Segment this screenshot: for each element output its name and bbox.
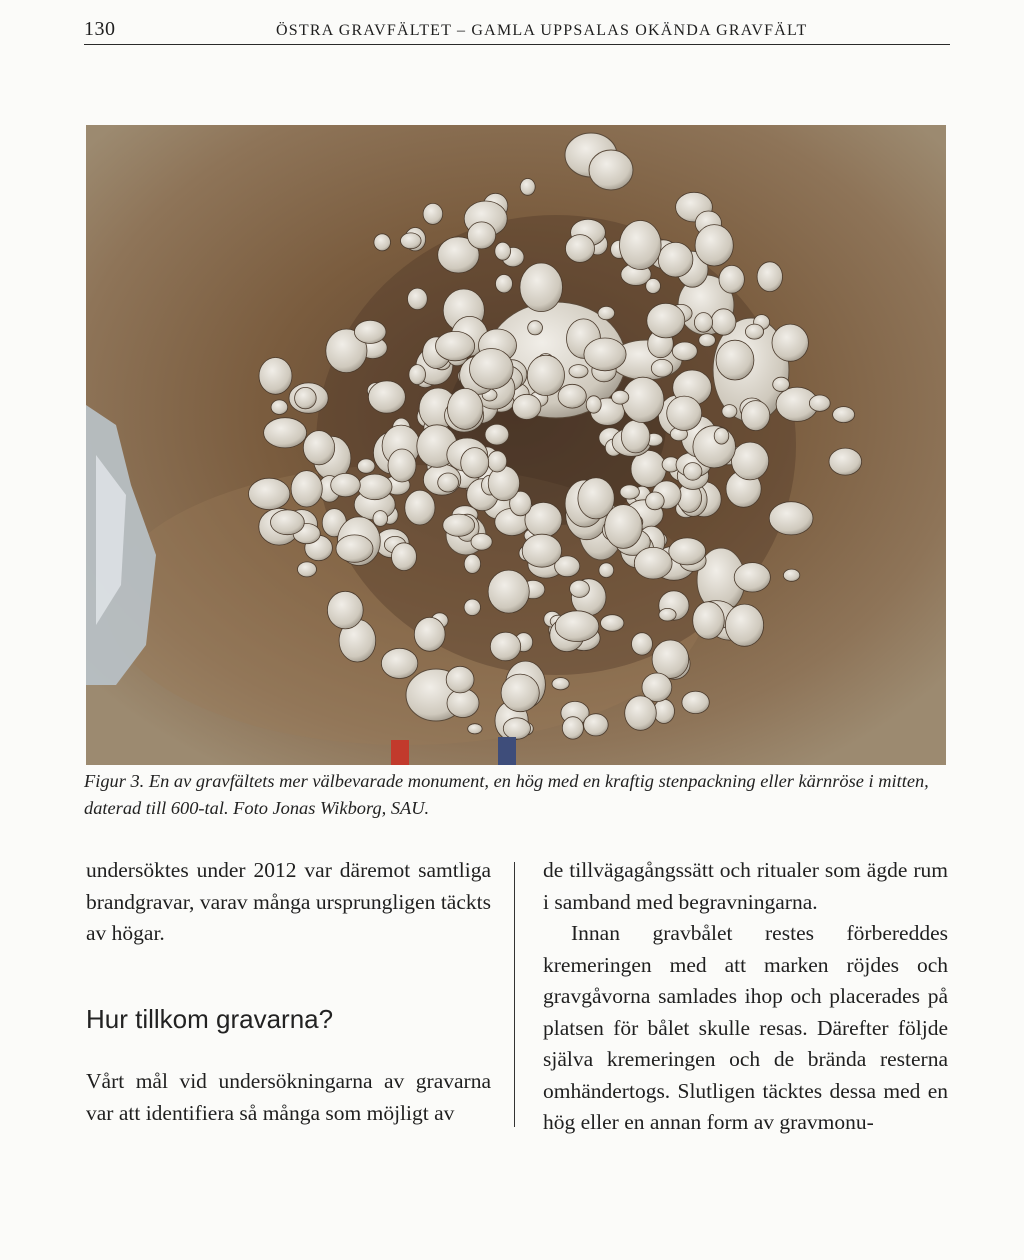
stone	[809, 395, 830, 411]
stone	[555, 611, 599, 642]
stone	[833, 407, 855, 423]
stone	[586, 396, 601, 413]
stone	[259, 358, 292, 395]
stone	[443, 514, 475, 536]
stone	[646, 492, 665, 510]
stone	[295, 387, 317, 408]
stone	[461, 448, 489, 478]
stone	[584, 714, 609, 736]
stone	[620, 221, 662, 270]
stone	[414, 617, 445, 651]
stone	[693, 602, 725, 639]
stone	[405, 490, 435, 525]
stone	[757, 262, 782, 292]
stone	[734, 563, 770, 592]
stone	[392, 543, 417, 571]
stone	[470, 349, 514, 390]
stone	[654, 699, 675, 723]
stone	[522, 534, 561, 567]
stone	[408, 288, 428, 310]
section-heading: Hur tillkom gravarna?	[86, 1004, 334, 1034]
stone	[495, 242, 511, 260]
stone	[646, 279, 661, 294]
stone	[625, 696, 657, 730]
stone	[373, 511, 388, 527]
stone	[634, 547, 672, 579]
stone	[528, 321, 543, 335]
stone	[468, 222, 496, 249]
stone	[693, 426, 736, 468]
stone	[589, 150, 633, 190]
stone	[659, 608, 676, 621]
stone	[605, 505, 643, 549]
right-column	[543, 855, 948, 1139]
stone	[327, 591, 363, 629]
left-column	[86, 855, 491, 950]
stone	[569, 365, 588, 378]
stone	[732, 442, 769, 480]
stone	[584, 338, 626, 371]
stone	[725, 604, 763, 646]
left-paragraph-1: undersöktes under 2012 var däremot samtliga brandgravar, varav många ursprungligen täckts av högar.	[86, 858, 491, 945]
stone	[711, 309, 736, 335]
stone	[501, 674, 539, 712]
stone	[558, 384, 586, 408]
stone	[667, 396, 702, 430]
stone	[388, 449, 416, 482]
stone	[520, 179, 535, 196]
stone	[612, 390, 629, 404]
page-header	[84, 14, 950, 45]
stone	[684, 463, 702, 481]
stone	[401, 233, 422, 249]
stone	[620, 485, 639, 499]
caption-line-2: daterad till 600-tal. Foto Jonas Wikborg, SAU.	[84, 798, 430, 818]
left-paragraph-2: Vårt mål vid undersökningarna av gravarna var att identifiera så många som möjligt av	[86, 1069, 491, 1125]
stone	[331, 473, 361, 496]
stone	[570, 580, 590, 597]
stone	[374, 234, 391, 251]
stone	[647, 303, 685, 338]
stone	[513, 394, 541, 419]
stone	[271, 510, 305, 535]
stone	[562, 717, 583, 739]
figure-caption	[84, 768, 950, 822]
stone	[682, 691, 709, 713]
stone	[566, 235, 595, 263]
stone	[291, 471, 322, 507]
stone	[621, 420, 650, 453]
stone	[699, 334, 716, 347]
stone	[448, 388, 483, 429]
stone	[490, 632, 520, 661]
stone	[722, 405, 737, 418]
stone	[488, 451, 507, 472]
stone	[409, 365, 426, 385]
stone	[358, 474, 392, 500]
stone	[745, 324, 763, 339]
stone	[632, 633, 653, 655]
stone	[520, 263, 563, 312]
stone	[303, 431, 334, 465]
stone	[249, 478, 290, 509]
stone	[464, 554, 480, 573]
stone	[488, 570, 529, 613]
stone	[772, 324, 808, 361]
stone	[601, 615, 624, 632]
stone	[436, 331, 475, 360]
stone	[336, 535, 373, 562]
column-divider	[514, 862, 515, 1127]
stone	[769, 502, 813, 535]
stone	[468, 724, 482, 734]
stone	[719, 265, 744, 293]
stone	[672, 342, 697, 361]
stone	[694, 313, 712, 333]
stone	[669, 538, 706, 565]
excavation-photo	[86, 125, 946, 765]
stone	[471, 534, 492, 551]
stone	[741, 401, 769, 431]
stone	[599, 563, 614, 578]
boot-right	[498, 737, 516, 765]
stone	[527, 355, 564, 395]
stone	[485, 424, 509, 445]
stone	[714, 428, 729, 444]
stone	[446, 666, 474, 693]
stone	[829, 448, 862, 475]
stone	[695, 225, 733, 266]
stone	[496, 275, 513, 293]
stone	[716, 340, 754, 380]
stone	[598, 306, 615, 319]
stone	[464, 599, 480, 615]
right-paragraph-1: de tillvägagångssätt och ritualer som ägde rum i samband med begravningarna.	[543, 858, 948, 914]
right-paragraph-2: Innan gravbålet restes förbereddes kremeringen med att marken röjdes och gravgåvorna samlades ihop och placerades på platsen för bålet skulle resas. Därefter följde själva kremeringen och de brända resterna omhändertogs. Slutligen täcktes dessa med en hög eller en annan form av gravmonu-	[543, 921, 948, 1134]
stone	[358, 459, 375, 473]
stone	[552, 678, 569, 690]
stone	[354, 320, 386, 343]
running-title: ÖSTRA GRAVFÄLTET – GAMLA UPPSALAS OKÄNDA GRAVFÄLT	[276, 22, 808, 39]
stone	[773, 377, 790, 391]
stone	[423, 203, 443, 224]
left-column-continued	[86, 1066, 491, 1129]
stone	[783, 569, 799, 581]
stone	[264, 418, 307, 448]
stone	[658, 242, 693, 277]
boot-left	[391, 740, 409, 765]
stone	[381, 648, 417, 678]
page-number: 130	[84, 18, 116, 40]
stone	[651, 359, 672, 377]
stone	[271, 400, 288, 415]
stone	[503, 718, 530, 739]
stone	[438, 473, 459, 492]
stone	[368, 381, 405, 413]
stone	[298, 562, 317, 577]
caption-line-1: Figur 3. En av gravfältets mer välbevarade monument, en hög med en kraftig stenpackning eller kärnröse i mitten,	[84, 771, 929, 791]
